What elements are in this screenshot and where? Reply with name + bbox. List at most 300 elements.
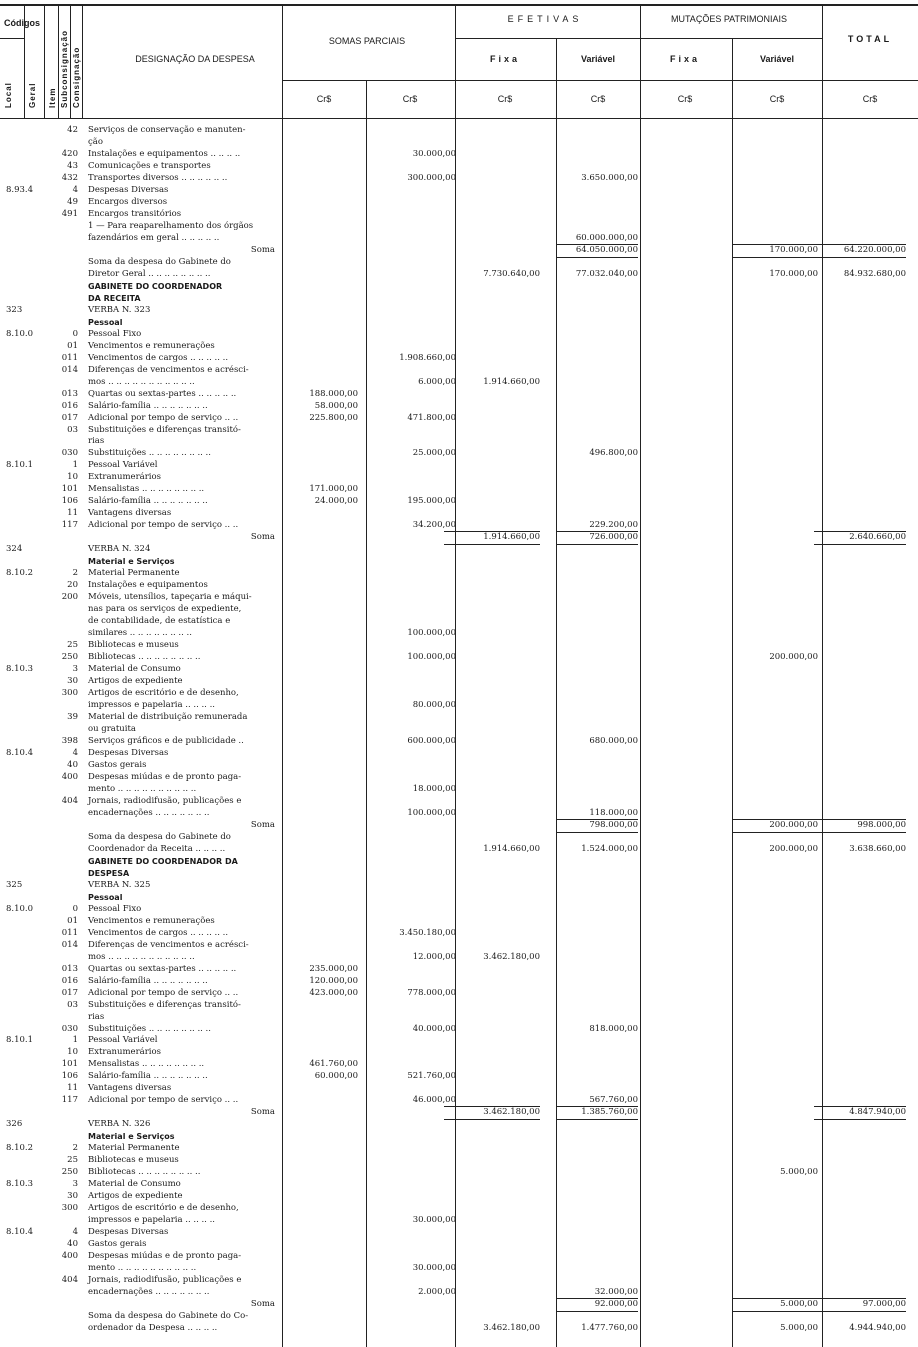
- row-item-code: 013: [61, 388, 78, 399]
- row-item-code: 3: [72, 1179, 78, 1190]
- row-description: Adicional por tempo de serviço .. ..: [88, 412, 239, 423]
- sum-rule: [814, 1119, 906, 1120]
- sum-rule: [732, 244, 818, 245]
- row-value: 92.000,00: [594, 1299, 638, 1310]
- row-description: Vantagens diversas: [88, 1083, 172, 1094]
- row-value: 30.000,00: [412, 1263, 456, 1274]
- row-item-code: 11: [67, 1083, 78, 1094]
- row-value: 998.000,00: [857, 819, 906, 830]
- row-item-code: 20: [67, 580, 78, 591]
- row-item-code: 30: [67, 1191, 78, 1202]
- row-value: 726.000,00: [589, 532, 638, 543]
- row-value: 3.462.180,00: [483, 1107, 540, 1118]
- row-description: VERBA N. 324: [88, 544, 151, 555]
- row-description: Instalações e equipamentos .. .. .. ..: [88, 148, 241, 159]
- row-description: Quartas ou sextas-partes .. .. .. .. ..: [88, 388, 237, 399]
- row-item-code: 43: [67, 160, 78, 171]
- rule: [455, 38, 822, 39]
- sum-rule: [732, 1311, 818, 1312]
- row-value: 200.000,00: [769, 652, 818, 663]
- row-description: impressos e papelaria .. .. .. ..: [88, 1215, 215, 1226]
- currency-label: Cr$: [497, 94, 513, 104]
- row-value: 3.450.180,00: [399, 927, 456, 938]
- row-description: Artigos de escritório e de desenho,: [88, 1203, 239, 1214]
- sum-rule: [556, 257, 638, 258]
- sum-rule: [814, 244, 906, 245]
- row-description: Material de Consumo: [88, 664, 181, 675]
- row-description: Soma: [250, 532, 275, 543]
- row-description: 1 — Para reaparelhamento dos órgãos: [88, 220, 254, 231]
- row-item-code: 4: [72, 184, 78, 195]
- row-description: Material de distribuição remunerada: [88, 712, 248, 723]
- row-item-code: 014: [61, 939, 78, 950]
- currency-label: Cr$: [862, 94, 878, 104]
- row-item-code: 30: [67, 676, 78, 687]
- row-description: Mensalistas .. .. .. .. .. .. .. ..: [88, 484, 205, 495]
- row-value: 12.000,00: [412, 951, 456, 962]
- row-local-code: 324: [6, 544, 23, 555]
- row-description: Soma: [250, 819, 275, 830]
- row-description: impressos e papelaria .. .. .. ..: [88, 700, 215, 711]
- row-description: Bibliotecas .. .. .. .. .. .. .. ..: [88, 652, 201, 663]
- row-description: Artigos de expediente: [88, 676, 183, 687]
- row-value: 100.000,00: [407, 652, 456, 663]
- row-description: ção: [88, 136, 103, 147]
- row-value: 200.000,00: [769, 843, 818, 854]
- row-value: 100.000,00: [407, 628, 456, 639]
- currency-label: Cr$: [677, 94, 693, 104]
- row-value: 200.000,00: [769, 819, 818, 830]
- row-description: mos .. .. .. .. .. .. .. .. .. .. ..: [88, 376, 195, 387]
- row-description: VERBA N. 325: [88, 879, 151, 890]
- row-description: Bibliotecas .. .. .. .. .. .. .. ..: [88, 1167, 201, 1178]
- row-description: encadernações .. .. .. .. .. .. ..: [88, 1287, 210, 1298]
- row-description: Encargos transitórios: [88, 208, 182, 219]
- row-value: 798.000,00: [589, 819, 638, 830]
- row-item-code: 39: [67, 712, 78, 723]
- row-value: 680.000,00: [589, 735, 638, 746]
- header-bottom-rule: [0, 118, 918, 119]
- row-description: Material de Consumo: [88, 1179, 181, 1190]
- row-item-code: 101: [61, 484, 78, 495]
- row-item-code: 300: [61, 688, 78, 699]
- row-item-code: 40: [67, 759, 78, 770]
- row-item-code: 013: [61, 963, 78, 974]
- header-mutacoes: MUTAÇÕES PATRIMONIAIS: [670, 14, 787, 24]
- row-description: Vencimentos de cargos .. .. .. .. ..: [88, 352, 229, 363]
- row-item-code: 432: [61, 172, 78, 183]
- row-description: Pessoal Fixo: [88, 903, 142, 914]
- row-description: Adicional por tempo de serviço .. ..: [88, 987, 239, 998]
- row-value: 1.914.660,00: [483, 843, 540, 854]
- header-subconsignacao: Subconsignação: [60, 29, 69, 108]
- row-value: 195.000,00: [407, 496, 456, 507]
- row-value: 600.000,00: [407, 735, 456, 746]
- row-item-code: 42: [67, 125, 78, 135]
- row-description: Vantagens diversas: [88, 508, 172, 519]
- row-description: Despesas Diversas: [88, 184, 169, 195]
- row-item-code: 01: [67, 340, 78, 351]
- col-line: [282, 6, 283, 1347]
- row-item-code: 1: [72, 1035, 78, 1046]
- row-item-code: 016: [61, 975, 78, 986]
- col-line: [822, 6, 823, 1347]
- row-description: fazendários em geral .. .. .. .. ..: [88, 232, 220, 243]
- row-item-code: 117: [61, 520, 78, 531]
- row-value: 25.000,00: [412, 448, 456, 459]
- row-value: 30.000,00: [412, 148, 456, 159]
- row-item-code: 011: [61, 352, 78, 363]
- row-item-code: 398: [61, 735, 78, 746]
- row-description: Substituições .. .. .. .. .. .. .. ..: [88, 1023, 211, 1034]
- row-description: GABINETE DO COORDENADOR DA: [88, 856, 238, 866]
- sum-rule: [444, 531, 540, 532]
- row-value: 18.000,00: [412, 783, 456, 794]
- sum-rule: [556, 1106, 638, 1107]
- sum-rule: [556, 1119, 638, 1120]
- currency-label: Cr$: [769, 94, 785, 104]
- row-item-code: 11: [67, 508, 78, 519]
- row-description: Vencimentos e remunerações: [88, 915, 215, 926]
- row-item-code: 420: [61, 148, 78, 159]
- sum-rule: [556, 832, 638, 833]
- row-value: 225.800,00: [309, 412, 358, 423]
- row-value: 1.524.000,00: [581, 843, 638, 854]
- row-local-code: 8.10.1: [6, 460, 34, 471]
- header-total: TOTAL: [847, 34, 893, 44]
- sum-rule: [814, 531, 906, 532]
- row-description: Soma da despesa do Gabinete do Co-: [88, 1311, 249, 1322]
- row-item-code: 03: [67, 424, 78, 435]
- row-description: Pessoal: [88, 317, 123, 327]
- row-description: Substituições e diferenças transitó-: [88, 424, 241, 435]
- row-description: GABINETE DO COORDENADOR: [88, 281, 223, 291]
- row-value: 3.462.180,00: [483, 951, 540, 962]
- row-value: 1.385.760,00: [581, 1107, 638, 1118]
- row-description: Gastos gerais: [88, 759, 147, 770]
- row-description: Bibliotecas e museus: [88, 1155, 179, 1166]
- row-value: 170.000,00: [769, 268, 818, 279]
- row-item-code: 4: [72, 1227, 78, 1238]
- row-item-code: 030: [61, 448, 78, 459]
- row-description: Pessoal Variável: [88, 460, 158, 471]
- row-value: 300.000,00: [407, 172, 456, 183]
- row-item-code: 016: [61, 400, 78, 411]
- row-item-code: 101: [61, 1059, 78, 1070]
- sum-rule: [814, 544, 906, 545]
- row-description: VERBA N. 323: [88, 304, 151, 315]
- header-item: Item: [48, 87, 57, 108]
- row-description: Soma da despesa do Gabinete do: [88, 256, 231, 267]
- row-value: 4.944.940,00: [849, 1323, 906, 1334]
- row-description: Vencimentos de cargos .. .. .. .. ..: [88, 927, 229, 938]
- row-description: ou gratuita: [88, 724, 136, 734]
- row-description: Substituições .. .. .. .. .. .. .. ..: [88, 448, 211, 459]
- row-value: 97.000,00: [862, 1299, 906, 1310]
- sum-rule: [556, 544, 638, 545]
- row-local-code: 8.10.3: [6, 1179, 34, 1190]
- row-description: Material Permanente: [88, 568, 180, 579]
- sum-rule: [732, 257, 818, 258]
- row-item-code: 2: [72, 1143, 78, 1154]
- sum-rule: [814, 832, 906, 833]
- row-value: 80.000,00: [412, 700, 456, 711]
- row-value: 1.908.660,00: [399, 352, 456, 363]
- row-value: 496.800,00: [589, 448, 638, 459]
- rule: [0, 38, 24, 39]
- row-value: 7.730.640,00: [483, 268, 540, 279]
- row-description: Despesas miúdas e de pronto paga-: [88, 1251, 242, 1262]
- sum-rule: [814, 819, 906, 820]
- row-value: 60.000,00: [314, 1071, 358, 1082]
- row-value: 1.914.660,00: [483, 376, 540, 387]
- row-description: mento .. .. .. .. .. .. .. .. .. ..: [88, 1263, 197, 1274]
- sum-rule: [444, 1106, 540, 1107]
- row-value: 84.932.680,00: [843, 268, 906, 279]
- row-value: 46.000,00: [412, 1095, 456, 1106]
- row-value: 40.000,00: [412, 1023, 456, 1034]
- row-local-code: 8.10.1: [6, 1035, 34, 1046]
- row-value: 3.638.660,00: [849, 843, 906, 854]
- row-description: Coordenador da Receita .. .. .. ..: [88, 843, 226, 854]
- col-line: [44, 6, 45, 118]
- col-line: [455, 6, 456, 1347]
- row-value: 30.000,00: [412, 1215, 456, 1226]
- row-value: 3.650.000,00: [581, 172, 638, 183]
- sum-rule: [732, 832, 818, 833]
- row-description: Pessoal: [88, 892, 123, 902]
- row-description: Encargos diversos: [88, 196, 168, 207]
- row-description: de contabilidade, de estatística e: [88, 616, 231, 627]
- sum-rule: [814, 1311, 906, 1312]
- row-value: 5.000,00: [780, 1323, 818, 1334]
- sum-rule: [814, 1106, 906, 1107]
- row-item-code: 40: [67, 1239, 78, 1250]
- row-description: rias: [88, 436, 105, 447]
- row-local-code: 8.10.2: [6, 1143, 34, 1154]
- row-description: Transportes diversos .. .. .. .. .. ..: [88, 172, 228, 183]
- row-value: 5.000,00: [780, 1299, 818, 1310]
- col-line: [24, 6, 25, 118]
- row-description: Salário-família .. .. .. .. .. .. ..: [88, 975, 208, 986]
- row-item-code: 250: [61, 652, 78, 663]
- row-value: 170.000,00: [769, 244, 818, 255]
- header-variavel-2: Variável: [759, 54, 795, 64]
- row-value: 229.200,00: [589, 520, 638, 531]
- row-local-code: 8.10.0: [6, 903, 34, 914]
- sum-rule: [556, 1311, 638, 1312]
- row-item-code: 400: [61, 771, 78, 782]
- header-variavel: Variável: [580, 54, 616, 64]
- row-item-code: 011: [61, 927, 78, 938]
- currency-label: Cr$: [590, 94, 606, 104]
- row-value: 58.000,00: [314, 400, 358, 411]
- row-local-code: 8.10.3: [6, 664, 34, 675]
- row-description: Jornais, radiodifusão, publicações e: [88, 795, 242, 806]
- row-description: Despesas Diversas: [88, 747, 169, 758]
- row-item-code: 0: [72, 903, 78, 914]
- row-local-code: 325: [6, 879, 23, 890]
- row-description: Salário-família .. .. .. .. .. .. ..: [88, 400, 208, 411]
- row-local-code: 326: [6, 1119, 23, 1130]
- row-description: DA RECEITA: [88, 293, 141, 303]
- row-item-code: 117: [61, 1095, 78, 1106]
- col-line: [640, 6, 641, 1347]
- row-value: 6.000,00: [418, 376, 456, 387]
- row-item-code: 25: [67, 1155, 78, 1166]
- row-description: Serviços gráficos e de publicidade ..: [88, 735, 244, 746]
- row-description: Comunicações e transportes: [88, 160, 211, 171]
- col-line: [556, 38, 557, 1347]
- row-description: Salário-família .. .. .. .. .. .. ..: [88, 496, 208, 507]
- row-value: 818.000,00: [589, 1023, 638, 1034]
- row-item-code: 3: [72, 664, 78, 675]
- row-value: 5.000,00: [780, 1167, 818, 1178]
- col-line: [58, 6, 59, 118]
- row-description: mos .. .. .. .. .. .. .. .. .. .. ..: [88, 951, 195, 962]
- row-value: 471.800,00: [407, 412, 456, 423]
- row-item-code: 01: [67, 915, 78, 926]
- sum-rule: [556, 1298, 638, 1299]
- row-item-code: 106: [61, 1071, 78, 1082]
- row-value: 2.640.660,00: [849, 532, 906, 543]
- row-item-code: 49: [67, 196, 78, 207]
- header-codigos: Códigos: [4, 18, 40, 28]
- top-rule: [0, 4, 918, 6]
- row-item-code: 1: [72, 460, 78, 471]
- row-value: 4.847.940,00: [849, 1107, 906, 1118]
- col-line: [82, 6, 83, 118]
- row-value: 24.000,00: [314, 496, 358, 507]
- row-item-code: 400: [61, 1251, 78, 1262]
- sum-rule: [814, 257, 906, 258]
- row-description: Extranumerários: [88, 1047, 161, 1058]
- row-value: 188.000,00: [309, 388, 358, 399]
- row-description: Material Permanente: [88, 1143, 180, 1154]
- row-description: Soma da despesa do Gabinete do: [88, 831, 231, 842]
- row-value: 235.000,00: [309, 963, 358, 974]
- row-value: 521.760,00: [407, 1071, 456, 1082]
- row-description: Artigos de expediente: [88, 1191, 183, 1202]
- sum-rule: [556, 244, 638, 245]
- row-item-code: 404: [61, 1275, 78, 1286]
- row-value: 171.000,00: [309, 484, 358, 495]
- row-description: DESPESA: [88, 868, 130, 878]
- row-description: Bibliotecas e museus: [88, 640, 179, 651]
- row-local-code: 8.10.4: [6, 1227, 34, 1238]
- row-description: Soma: [250, 244, 275, 255]
- row-description: Adicional por tempo de serviço .. ..: [88, 1095, 239, 1106]
- row-item-code: 017: [61, 412, 78, 423]
- row-value: 34.200,00: [412, 520, 456, 531]
- row-description: Diferenças de vencimentos e acrésci-: [88, 939, 249, 950]
- row-description: similares .. .. .. .. .. .. .. ..: [88, 628, 192, 639]
- row-description: Instalações e equipamentos: [88, 580, 208, 591]
- currency-label: Cr$: [316, 94, 332, 104]
- row-description: Diferenças de vencimentos e acrésci-: [88, 364, 249, 375]
- row-local-code: 8.10.4: [6, 747, 34, 758]
- header-fixa-2: Fixa: [669, 54, 700, 64]
- row-value: 778.000,00: [407, 987, 456, 998]
- row-description: Vencimentos e remunerações: [88, 340, 215, 351]
- row-item-code: 404: [61, 795, 78, 806]
- sum-rule: [556, 531, 638, 532]
- row-item-code: 03: [67, 999, 78, 1010]
- row-description: Móveis, utensílios, tapeçaria e máqui-: [88, 592, 252, 603]
- row-item-code: 10: [67, 472, 78, 483]
- row-value: 1.914.660,00: [483, 532, 540, 543]
- row-item-code: 300: [61, 1203, 78, 1214]
- row-item-code: 25: [67, 640, 78, 651]
- row-value: 64.220.000,00: [843, 244, 906, 255]
- row-description: Despesas miúdas e de pronto paga-: [88, 771, 242, 782]
- sum-rule: [732, 819, 818, 820]
- row-description: Soma: [250, 1299, 275, 1310]
- row-value: 32.000,00: [594, 1287, 638, 1298]
- row-local-code: 8.10.2: [6, 568, 34, 579]
- row-value: 2.000,00: [418, 1287, 456, 1298]
- row-item-code: 250: [61, 1167, 78, 1178]
- row-description: rias: [88, 1011, 105, 1022]
- row-item-code: 106: [61, 496, 78, 507]
- row-description: ordenador da Despesa .. .. .. ..: [88, 1323, 218, 1334]
- row-value: 64.050.000,00: [575, 244, 638, 255]
- row-value: 120.000,00: [309, 975, 358, 986]
- row-description: Material e Serviços: [88, 1132, 175, 1142]
- row-description: Adicional por tempo de serviço .. ..: [88, 520, 239, 531]
- row-local-code: 323: [6, 304, 23, 315]
- row-item-code: 014: [61, 364, 78, 375]
- row-description: Quartas ou sextas-partes .. .. .. .. ..: [88, 963, 237, 974]
- sum-rule: [556, 819, 638, 820]
- row-description: Mensalistas .. .. .. .. .. .. .. ..: [88, 1059, 205, 1070]
- row-description: Pessoal Variável: [88, 1035, 158, 1046]
- row-description: Serviços de conservação e manuten-: [88, 125, 246, 135]
- header-somas-parciais: SOMAS PARCIAIS: [328, 36, 406, 46]
- col-line: [732, 38, 733, 1347]
- row-description: Artigos de escritório e de desenho,: [88, 688, 239, 699]
- row-item-code: 491: [61, 208, 78, 219]
- row-description: Soma: [250, 1107, 275, 1118]
- row-item-code: 10: [67, 1047, 78, 1058]
- row-local-code: 8.93.4: [6, 184, 34, 195]
- sum-rule: [444, 1119, 540, 1120]
- row-item-code: 2: [72, 568, 78, 579]
- header-consignacao: Consignação: [72, 46, 81, 108]
- row-description: Gastos gerais: [88, 1239, 147, 1250]
- col-line: [70, 6, 71, 118]
- row-value: 423.000,00: [309, 987, 358, 998]
- row-local-code: 8.10.0: [6, 328, 34, 339]
- row-description: Material e Serviços: [88, 557, 175, 567]
- row-description: nas para os serviços de expediente,: [88, 604, 242, 615]
- row-description: Extranumerários: [88, 472, 161, 483]
- currency-label: Cr$: [402, 94, 418, 104]
- row-description: Diretor Geral .. .. .. .. .. .. .. ..: [88, 268, 211, 279]
- sum-rule: [444, 544, 540, 545]
- row-description: encadernações .. .. .. .. .. .. ..: [88, 807, 210, 818]
- row-item-code: 0: [72, 328, 78, 339]
- row-value: 1.477.760,00: [581, 1323, 638, 1334]
- row-value: 60.000.000,00: [575, 232, 638, 243]
- header-fixa: Fixa: [489, 54, 520, 64]
- row-item-code: 4: [72, 747, 78, 758]
- row-value: 118.000,00: [589, 807, 638, 818]
- row-value: 3.462.180,00: [483, 1323, 540, 1334]
- row-description: Substituições e diferenças transitó-: [88, 999, 241, 1010]
- row-description: Jornais, radiodifusão, publicações e: [88, 1275, 242, 1286]
- col-line: [366, 80, 367, 1347]
